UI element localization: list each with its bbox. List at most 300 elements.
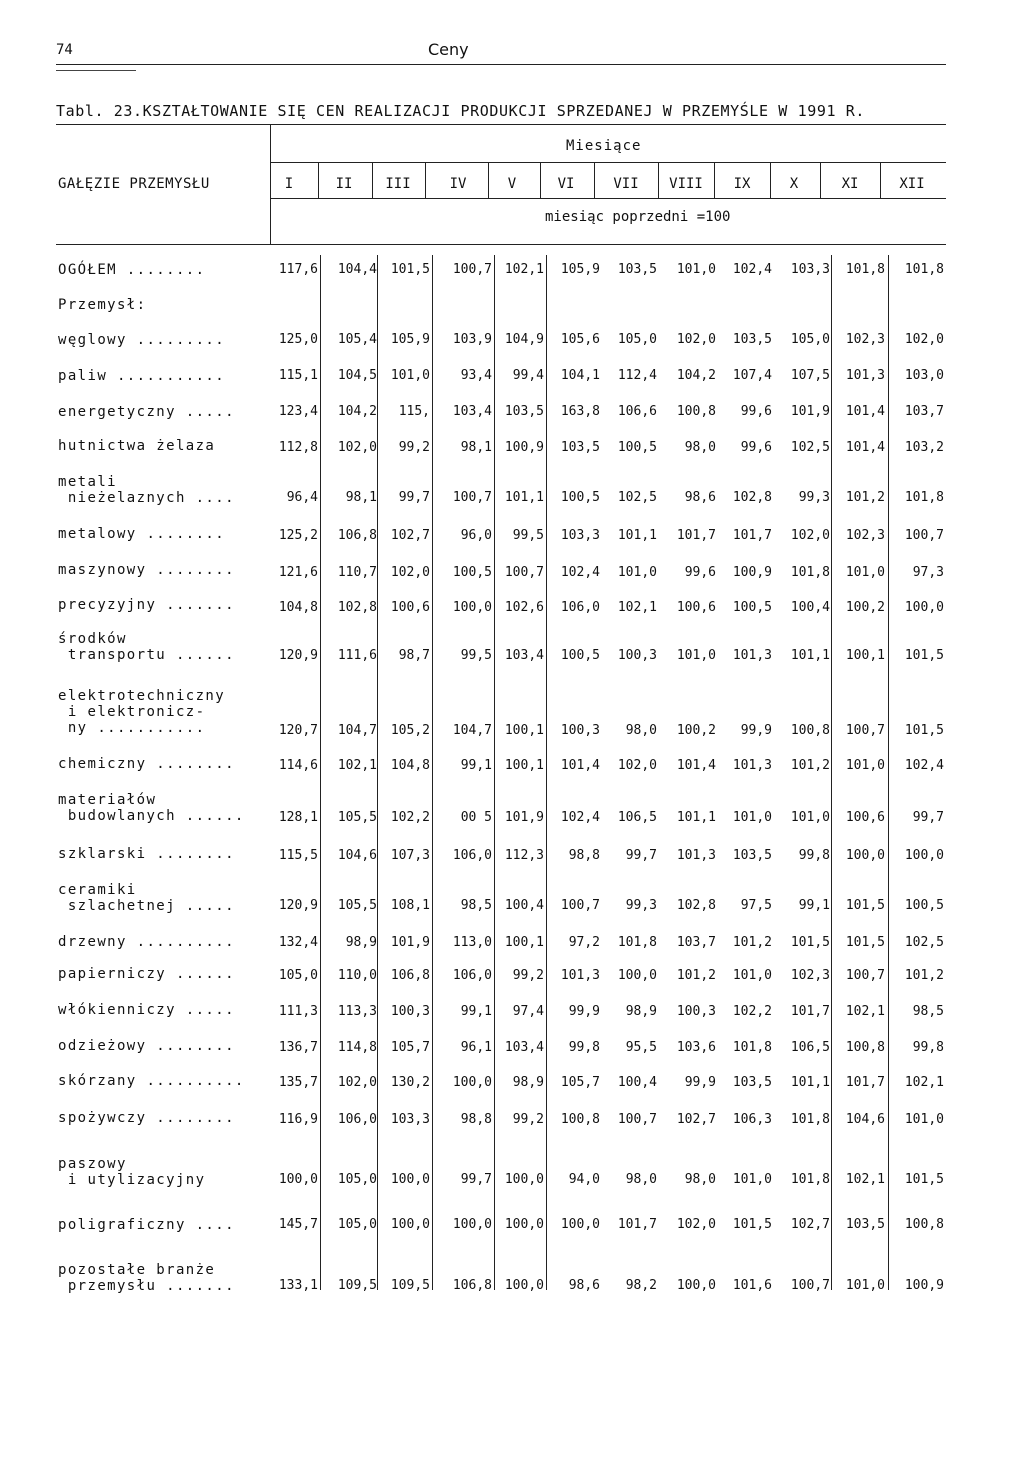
table-cell: 102,6 <box>504 600 544 615</box>
table-cell: 101,3 <box>560 968 600 983</box>
table-cell: 106,6 <box>617 404 657 419</box>
table-cell: 104,1 <box>560 368 600 383</box>
table-cell: 99,6 <box>740 404 772 419</box>
month-header-cell: VII <box>613 176 639 192</box>
table-cell: 107,3 <box>390 848 430 863</box>
table-cell: 99,5 <box>512 528 544 543</box>
table-cell: 102,0 <box>337 1075 377 1090</box>
table-cell: 101,7 <box>676 528 716 543</box>
table-cell: 98,2 <box>625 1278 657 1293</box>
table-cell: 104,8 <box>278 600 318 615</box>
table-cell: 103,5 <box>504 404 544 419</box>
table-cell: 106,0 <box>337 1112 377 1127</box>
table-cell: 101,0 <box>617 565 657 580</box>
table-cell: 125,2 <box>278 528 318 543</box>
table-cell: 98,1 <box>460 440 492 455</box>
table-cell: 105,2 <box>390 723 430 738</box>
table-cell: 145,7 <box>278 1217 318 1232</box>
base-header: miesiąc poprzedni =100 <box>545 209 731 225</box>
table-cell: 102,4 <box>732 262 772 277</box>
table-cell: 101,5 <box>904 648 944 663</box>
table-cell: 100,3 <box>560 723 600 738</box>
month-header-cell: I <box>284 176 294 192</box>
table-cell: 100,0 <box>845 848 885 863</box>
table-cell: 106,3 <box>732 1112 772 1127</box>
table-cell: 113,3 <box>337 1004 377 1019</box>
table-cell: 99,6 <box>740 440 772 455</box>
table-cell: 103,3 <box>390 1112 430 1127</box>
table-cell: 98,0 <box>625 1172 657 1187</box>
table-cell: 105,0 <box>617 332 657 347</box>
table-cell: 106,0 <box>452 848 492 863</box>
table-cell: 101,0 <box>732 968 772 983</box>
table-cell: 101,1 <box>676 810 716 825</box>
table-cell: 98,1 <box>345 490 377 505</box>
table-cell: 101,7 <box>732 528 772 543</box>
table-cell: 95,5 <box>625 1040 657 1055</box>
table-cell: 101,8 <box>617 935 657 950</box>
month-divider <box>318 162 319 198</box>
table-cell: 102,0 <box>676 1217 716 1232</box>
table-cell: 101,0 <box>845 1278 885 1293</box>
table-cell: 100,0 <box>452 600 492 615</box>
table-cell: 101,8 <box>732 1040 772 1055</box>
table-cell: 102,8 <box>676 898 716 913</box>
table-cell: 98,5 <box>912 1004 944 1019</box>
table-cell: 100,7 <box>617 1112 657 1127</box>
month-divider <box>540 162 541 198</box>
page-number: 74 <box>56 42 73 58</box>
table-cell: 100,5 <box>452 565 492 580</box>
table-cell: 117,6 <box>278 262 318 277</box>
table-cell: 102,8 <box>337 600 377 615</box>
table-cell: 100,8 <box>904 1217 944 1232</box>
table-cell: 99,4 <box>512 368 544 383</box>
table-cell: 103,5 <box>845 1217 885 1232</box>
table-cell: 100,1 <box>504 723 544 738</box>
body-column-divider <box>831 255 832 1290</box>
table-cell: 109,5 <box>390 1278 430 1293</box>
table-cell: 100,0 <box>452 1075 492 1090</box>
table-cell: 100,0 <box>676 1278 716 1293</box>
table-cell: 130,2 <box>390 1075 430 1090</box>
table-cell: 115,1 <box>278 368 318 383</box>
table-cell: 101,5 <box>845 898 885 913</box>
month-header-cell: III <box>385 176 411 192</box>
table-cell: 101,7 <box>790 1004 830 1019</box>
table-cell: 98,8 <box>460 1112 492 1127</box>
header-rule-line <box>56 244 946 245</box>
table-cell: 106,0 <box>560 600 600 615</box>
table-cell: 102,4 <box>560 810 600 825</box>
table-cell: 99,1 <box>460 758 492 773</box>
table-cell: 102,1 <box>337 758 377 773</box>
table-cell: 103,7 <box>676 935 716 950</box>
table-cell: 100,0 <box>390 1217 430 1232</box>
table-cell: 101,5 <box>732 1217 772 1232</box>
month-divider <box>425 162 426 198</box>
table-cell: 101,3 <box>732 648 772 663</box>
table-cell: 105,9 <box>390 332 430 347</box>
body-column-divider <box>494 255 495 1290</box>
table-cell: 98,0 <box>625 723 657 738</box>
table-cell: 102,0 <box>904 332 944 347</box>
table-cell: 101,3 <box>732 758 772 773</box>
table-cell: 101,1 <box>790 1075 830 1090</box>
table-cell: 103,3 <box>790 262 830 277</box>
table-cell: 101,2 <box>904 968 944 983</box>
table-cell: 104,7 <box>337 723 377 738</box>
table-cell: 108,1 <box>390 898 430 913</box>
table-cell: 100,2 <box>676 723 716 738</box>
table-cell: 99,9 <box>684 1075 716 1090</box>
row-label: hutnictwa żelaza <box>58 438 216 454</box>
table-cell: 99,6 <box>684 565 716 580</box>
table-cell: 101,4 <box>845 404 885 419</box>
table-cell: 100,5 <box>560 648 600 663</box>
table-cell: 100,2 <box>845 600 885 615</box>
table-cell: 98,8 <box>568 848 600 863</box>
table-cell: 106,8 <box>452 1278 492 1293</box>
row-label: papierniczy ...... <box>58 966 235 982</box>
table-cell: 101,5 <box>904 1172 944 1187</box>
table-cell: 132,4 <box>278 935 318 950</box>
table-cell: 105,0 <box>337 1217 377 1232</box>
row-label: poligraficzny .... <box>58 1217 235 1233</box>
table-cell: 98,9 <box>345 935 377 950</box>
table-cell: 101,8 <box>904 262 944 277</box>
table-cell: 99,9 <box>740 723 772 738</box>
table-cell: 101,2 <box>845 490 885 505</box>
table-cell: 123,4 <box>278 404 318 419</box>
table-cell: 100,5 <box>904 898 944 913</box>
header-rule-line <box>270 198 946 199</box>
table-cell: 100,1 <box>504 758 544 773</box>
table-cell: 105,0 <box>790 332 830 347</box>
table-cell: 100,6 <box>845 810 885 825</box>
table-cell: 102,0 <box>676 332 716 347</box>
table-cell: 101,2 <box>790 758 830 773</box>
table-cell: 101,0 <box>732 1172 772 1187</box>
page-header <box>56 38 946 66</box>
table-cell: 97,2 <box>568 935 600 950</box>
table-cell: 101,0 <box>845 758 885 773</box>
row-label: paszowy i utylizacyjny <box>58 1156 206 1188</box>
table-cell: 103,0 <box>904 368 944 383</box>
table-cell: 100,9 <box>504 440 544 455</box>
table-cell: 101,2 <box>676 968 716 983</box>
running-title: Ceny <box>428 40 469 59</box>
table-title: Tabl. 23.KSZTAŁTOWANIE SIĘ CEN REALIZACJI PRODUKCJI SPRZEDANEJ W PRZEMYŚLE W 1991 R. <box>56 102 865 120</box>
table-cell: 96,4 <box>286 490 318 505</box>
row-label: pozostałe branże przemysłu ....... <box>58 1262 235 1294</box>
table-cell: 104,5 <box>337 368 377 383</box>
table-cell: 97,4 <box>512 1004 544 1019</box>
table-cell: 98,6 <box>684 490 716 505</box>
table-cell: 100,8 <box>676 404 716 419</box>
table-cell: 120,7 <box>278 723 318 738</box>
table-cell: 102,3 <box>845 332 885 347</box>
body-column-divider <box>432 255 433 1290</box>
table-cell: 101,4 <box>560 758 600 773</box>
month-header-cell: II <box>335 176 353 192</box>
table-cell: 105,5 <box>337 898 377 913</box>
table-cell: 105,5 <box>337 810 377 825</box>
table-cell: 104,7 <box>452 723 492 738</box>
table-cell: 102,4 <box>904 758 944 773</box>
table-cell: 100,0 <box>904 600 944 615</box>
table-cell: 96,0 <box>460 528 492 543</box>
row-label: włókienniczy ..... <box>58 1002 235 1018</box>
table-cell: 101,7 <box>617 1217 657 1232</box>
table-cell: 100,9 <box>904 1278 944 1293</box>
table-cell: 102,5 <box>904 935 944 950</box>
table-cell: 100,3 <box>390 1004 430 1019</box>
table-cell: 100,0 <box>617 968 657 983</box>
table-cell: 135,7 <box>278 1075 318 1090</box>
table-cell: 101,5 <box>390 262 430 277</box>
table-cell: 100,7 <box>452 262 492 277</box>
month-divider <box>488 162 489 198</box>
table-cell: 100,7 <box>452 490 492 505</box>
row-label: drzewny .......... <box>58 934 235 950</box>
table-cell: 101,6 <box>732 1278 772 1293</box>
table-cell: 100,0 <box>904 848 944 863</box>
table-cell: 97,5 <box>740 898 772 913</box>
table-cell: 100,3 <box>617 648 657 663</box>
row-label: maszynowy ........ <box>58 562 235 578</box>
table-cell: 101,8 <box>790 1172 830 1187</box>
table-cell: 102,4 <box>560 565 600 580</box>
table-cell: 102,8 <box>732 490 772 505</box>
table-cell: 104,6 <box>337 848 377 863</box>
table-cell: 102,5 <box>617 490 657 505</box>
row-label: ceramiki szlachetnej ..... <box>58 882 235 914</box>
table-cell: 105,6 <box>560 332 600 347</box>
table-cell: 103,3 <box>560 528 600 543</box>
table-cell: 111,6 <box>337 648 377 663</box>
table-cell: 106,0 <box>452 968 492 983</box>
table-cell: 101,1 <box>504 490 544 505</box>
table-cell: 100,7 <box>845 968 885 983</box>
table-cell: 102,2 <box>732 1004 772 1019</box>
row-label: energetyczny ..... <box>58 404 235 420</box>
table-cell: 105,9 <box>560 262 600 277</box>
table-cell: 103,9 <box>452 332 492 347</box>
table-cell: 101,5 <box>790 935 830 950</box>
table-cell: 101,3 <box>845 368 885 383</box>
body-column-divider <box>320 255 321 1290</box>
table-cell: 104,2 <box>337 404 377 419</box>
row-label: materiałów budowlanych ...... <box>58 792 245 824</box>
row-label: Przemysł: <box>58 297 147 313</box>
table-cell: 104,6 <box>845 1112 885 1127</box>
table-cell: 114,6 <box>278 758 318 773</box>
table-cell: 107,5 <box>790 368 830 383</box>
table-cell: 98,5 <box>460 898 492 913</box>
table-cell: 120,9 <box>278 898 318 913</box>
table-cell: 100,0 <box>390 1172 430 1187</box>
table-cell: 101,2 <box>732 935 772 950</box>
row-label: odzieżowy ........ <box>58 1038 235 1054</box>
table-cell: 96,1 <box>460 1040 492 1055</box>
row-label: metali nieżelaznych .... <box>58 474 235 506</box>
month-divider <box>594 162 595 198</box>
body-column-divider <box>377 255 378 1290</box>
table-cell: 104,8 <box>390 758 430 773</box>
month-header-cell: VIII <box>669 176 703 192</box>
table-cell: 99,2 <box>512 968 544 983</box>
table-cell: 101,4 <box>845 440 885 455</box>
table-cell: 101,0 <box>845 565 885 580</box>
table-cell: 100,0 <box>504 1278 544 1293</box>
table-cell: 133,1 <box>278 1278 318 1293</box>
row-label: OGÓŁEM ........ <box>58 262 206 278</box>
table-cell: 105,7 <box>390 1040 430 1055</box>
table-cell: 102,2 <box>390 810 430 825</box>
month-header-cell: XI <box>841 176 859 192</box>
table-cell: 100,3 <box>676 1004 716 1019</box>
table-cell: 100,6 <box>676 600 716 615</box>
table-cell: 94,0 <box>568 1172 600 1187</box>
table-cell: 101,3 <box>676 848 716 863</box>
table-cell: 100,0 <box>278 1172 318 1187</box>
table-cell: 109,5 <box>337 1278 377 1293</box>
table-cell: 106,5 <box>617 810 657 825</box>
table-cell: 101,4 <box>676 758 716 773</box>
table-cell: 100,5 <box>560 490 600 505</box>
body-column-divider <box>888 255 889 1290</box>
table-cell: 103,5 <box>617 262 657 277</box>
table-cell: 100,0 <box>560 1217 600 1232</box>
table-cell: 102,3 <box>790 968 830 983</box>
table-cell: 99,8 <box>568 1040 600 1055</box>
table-cell: 102,7 <box>790 1217 830 1232</box>
table-cell: 99,7 <box>912 810 944 825</box>
table-cell: 125,0 <box>278 332 318 347</box>
table-cell: 102,5 <box>790 440 830 455</box>
table-cell: 110,0 <box>337 968 377 983</box>
table-cell: 101,0 <box>732 810 772 825</box>
table-cell: 100,7 <box>790 1278 830 1293</box>
table-cell: 100,8 <box>560 1112 600 1127</box>
table-cell: 101,0 <box>390 368 430 383</box>
table-cell: 100,0 <box>504 1172 544 1187</box>
table-cell: 100,7 <box>560 898 600 913</box>
row-label: paliw ........... <box>58 368 226 384</box>
table-cell: 101,1 <box>790 648 830 663</box>
branch-column-header: GAŁĘZIE PRZEMYSŁU <box>58 176 210 192</box>
row-label: precyzyjny ....... <box>58 597 235 613</box>
table-cell: 128,1 <box>278 810 318 825</box>
month-header-cell: IV <box>449 176 467 192</box>
table-cell: 103,4 <box>452 404 492 419</box>
table-cell: 113,0 <box>452 935 492 950</box>
header-rule <box>56 64 946 65</box>
months-header: Miesiące <box>566 138 642 154</box>
table-cell: 99,8 <box>798 848 830 863</box>
table-cell: 98,0 <box>684 1172 716 1187</box>
table-cell: 100,8 <box>790 723 830 738</box>
month-divider <box>880 162 881 198</box>
month-divider <box>714 162 715 198</box>
table-cell: 100,7 <box>504 565 544 580</box>
month-divider <box>770 162 771 198</box>
table-cell: 120,9 <box>278 648 318 663</box>
table-cell: 106,5 <box>790 1040 830 1055</box>
column-divider <box>270 124 271 244</box>
table-cell: 93,4 <box>460 368 492 383</box>
table-cell: 102,1 <box>617 600 657 615</box>
table-cell: 112,4 <box>617 368 657 383</box>
table-cell: 00 5 <box>460 810 492 825</box>
table-cell: 116,9 <box>278 1112 318 1127</box>
row-label: skórzany .......... <box>58 1073 245 1089</box>
table-cell: 112,3 <box>504 848 544 863</box>
table-cell: 103,5 <box>732 848 772 863</box>
table-cell: 100,4 <box>790 600 830 615</box>
table-cell: 99,5 <box>460 648 492 663</box>
table-cell: 98,6 <box>568 1278 600 1293</box>
table-cell: 115,5 <box>278 848 318 863</box>
table-cell: 103,7 <box>904 404 944 419</box>
table-cell: 100,0 <box>452 1217 492 1232</box>
table-cell: 100,0 <box>504 1217 544 1232</box>
month-divider <box>372 162 373 198</box>
month-header-cell: V <box>507 176 517 192</box>
table-cell: 103,5 <box>732 1075 772 1090</box>
table-cell: 98,0 <box>684 440 716 455</box>
table-cell: 110,7 <box>337 565 377 580</box>
row-label: elektrotechniczny i elektronicz- ny ........... <box>58 688 226 736</box>
row-label: metalowy ........ <box>58 526 226 542</box>
table-cell: 99,7 <box>398 490 430 505</box>
row-label: środków transportu ...... <box>58 631 235 663</box>
table-cell: 98,9 <box>512 1075 544 1090</box>
table-cell: 100,5 <box>617 440 657 455</box>
table-cell: 104,2 <box>676 368 716 383</box>
table-cell: 99,1 <box>798 898 830 913</box>
table-cell: 99,9 <box>568 1004 600 1019</box>
table-cell: 101,9 <box>790 404 830 419</box>
table-cell: 163,8 <box>560 404 600 419</box>
table-cell: 101,1 <box>617 528 657 543</box>
table-cell: 102,1 <box>904 1075 944 1090</box>
table-cell: 121,6 <box>278 565 318 580</box>
table-cell: 103,4 <box>504 648 544 663</box>
table-cell: 103,6 <box>676 1040 716 1055</box>
table-cell: 106,8 <box>337 528 377 543</box>
table-cell: 102,1 <box>504 262 544 277</box>
table-cell: 106,8 <box>390 968 430 983</box>
table-cell: 104,4 <box>337 262 377 277</box>
table-cell: 98,7 <box>398 648 430 663</box>
table-cell: 115, <box>398 404 430 419</box>
month-header-cell: X <box>789 176 799 192</box>
table-cell: 103,5 <box>560 440 600 455</box>
table-cell: 101,8 <box>790 1112 830 1127</box>
table-cell: 102,0 <box>337 440 377 455</box>
table-cell: 105,7 <box>560 1075 600 1090</box>
table-cell: 111,3 <box>278 1004 318 1019</box>
table-cell: 99,3 <box>798 490 830 505</box>
table-cell: 101,0 <box>676 262 716 277</box>
table-cell: 101,0 <box>790 810 830 825</box>
table-cell: 99,2 <box>398 440 430 455</box>
table-cell: 100,8 <box>845 1040 885 1055</box>
table-cell: 101,5 <box>845 935 885 950</box>
table-cell: 103,2 <box>904 440 944 455</box>
